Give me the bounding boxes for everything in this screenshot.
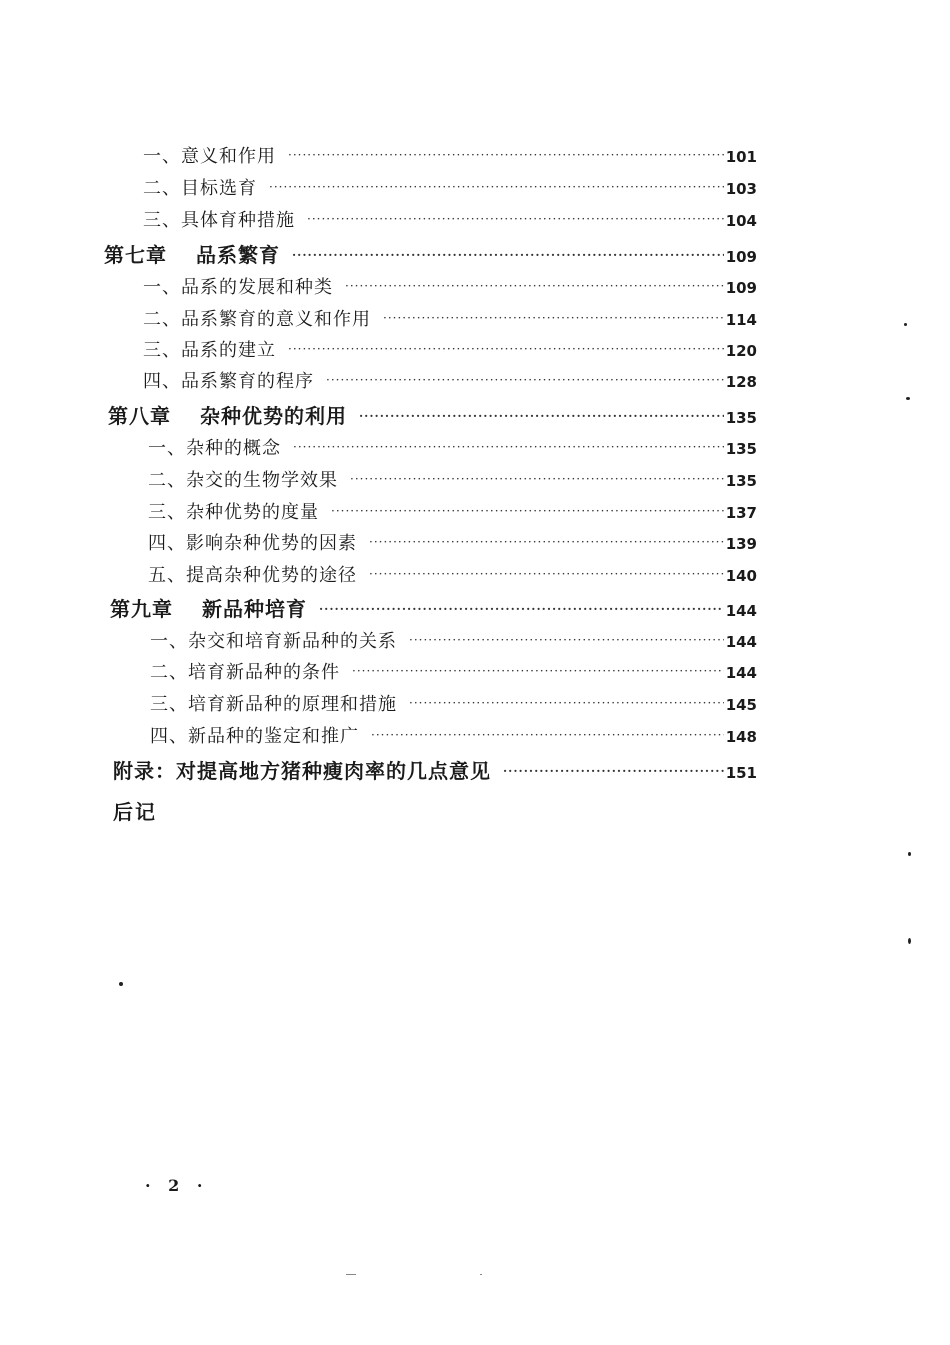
toc-entry <box>143 369 757 395</box>
toc-entry-title: 三、杂种优势的度量 <box>148 502 319 523</box>
dot-leader <box>369 529 724 555</box>
dot-leader <box>369 561 724 587</box>
toc-entry <box>148 500 757 526</box>
toc-entry-title: 一、意义和作用 <box>143 146 276 167</box>
dot-leader <box>409 627 724 653</box>
dot-leader <box>307 206 724 232</box>
scan-speck <box>904 323 907 326</box>
toc-entry-title: 四、新品种的鉴定和推广 <box>150 726 359 747</box>
toc-entry-page: 109 <box>725 279 757 297</box>
dot-leader <box>409 690 724 716</box>
scan-speck <box>906 397 910 400</box>
toc-entry <box>150 692 757 718</box>
toc-entry <box>150 660 757 686</box>
toc-entry-page: 104 <box>725 212 757 230</box>
toc-entry-title: 二、杂交的生物学效果 <box>148 470 338 491</box>
toc-entry-page: 145 <box>725 696 757 714</box>
toc-entry-title: 三、品系的建立 <box>143 340 276 361</box>
chapter-title: 杂种优势的利用 <box>200 404 347 428</box>
chapter-number: 第九章 <box>110 597 173 621</box>
dot-leader <box>292 242 724 268</box>
toc-chapter <box>108 403 757 429</box>
toc-chapter <box>104 242 757 268</box>
dot-leader <box>293 434 724 460</box>
toc-entry <box>148 563 757 589</box>
toc-entry-page: 148 <box>725 728 757 746</box>
dot-leader <box>331 498 724 524</box>
toc-entry <box>143 338 757 364</box>
dot-leader <box>319 596 724 622</box>
toc-entry <box>148 436 757 462</box>
toc-entry-page: 144 <box>725 602 757 620</box>
toc-entry-page: 135 <box>725 409 757 427</box>
chapter-title: 品系繁育 <box>196 243 280 267</box>
scan-speck <box>119 982 123 986</box>
scan-speck <box>346 1274 356 1275</box>
toc-entry-page: 135 <box>725 472 757 490</box>
chapter-number: 第八章 <box>108 404 171 428</box>
appendix-title: 附录：对提高地方猪种瘦肉率的几点意见 <box>113 759 491 783</box>
afterword-heading: 后记 <box>113 800 157 824</box>
toc-entry <box>150 724 757 750</box>
dot-leader <box>326 367 724 393</box>
toc-entry <box>143 176 757 202</box>
toc-entry-page: 103 <box>725 180 757 198</box>
toc-entry-page: 140 <box>725 567 757 585</box>
toc-entry-title: 一、杂种的概念 <box>148 438 281 459</box>
dot-leader <box>288 336 724 362</box>
dot-leader <box>288 142 724 168</box>
toc-entry-page: 120 <box>725 342 757 360</box>
dot-leader <box>383 305 724 331</box>
dot-leader <box>345 273 724 299</box>
toc-entry-title: 一、杂交和培育新品种的关系 <box>150 631 397 652</box>
dot-leader <box>359 403 724 429</box>
dot-leader <box>352 658 724 684</box>
toc-entry-title: 二、目标选育 <box>143 178 257 199</box>
chapter-title: 新品种培育 <box>202 597 307 621</box>
toc-entry-page: 144 <box>725 633 757 651</box>
toc-entry-page: 144 <box>725 664 757 682</box>
toc-entry-page: 135 <box>725 440 757 458</box>
toc-entry <box>143 307 757 333</box>
toc-entry-title: 二、品系繁育的意义和作用 <box>143 309 371 330</box>
toc-entry-page: 151 <box>725 764 757 782</box>
dot-leader <box>350 466 724 492</box>
scan-speck <box>908 938 911 944</box>
dot-leader <box>269 174 724 200</box>
toc-entry-title: 二、培育新品种的条件 <box>150 662 340 683</box>
toc-entry <box>143 144 757 170</box>
toc-entry-page: 139 <box>725 535 757 553</box>
toc-entry <box>150 629 757 655</box>
chapter-number: 第七章 <box>104 243 167 267</box>
toc-entry-page: 128 <box>725 373 757 391</box>
toc-entry <box>143 275 757 301</box>
scan-speck <box>908 852 911 856</box>
toc-entry-page: 114 <box>725 311 757 329</box>
toc-entry <box>148 468 757 494</box>
dot-leader <box>503 758 724 784</box>
toc-entry-page: 109 <box>725 248 757 266</box>
scan-speck <box>480 1274 482 1275</box>
toc-appendix <box>113 758 757 784</box>
page-number: · 2 · <box>145 1176 209 1195</box>
dot-leader <box>371 722 724 748</box>
toc-entry <box>148 531 757 557</box>
toc-entry-title: 三、具体育种措施 <box>143 210 295 231</box>
toc-entry-title: 五、提高杂种优势的途径 <box>148 565 357 586</box>
toc-entry-page: 137 <box>725 504 757 522</box>
toc-entry-title: 一、品系的发展和种类 <box>143 277 333 298</box>
toc-entry-title: 四、品系繁育的程序 <box>143 371 314 392</box>
toc-entry-title: 四、影响杂种优势的因素 <box>148 533 357 554</box>
toc-entry-page: 101 <box>725 148 757 166</box>
toc-chapter <box>110 596 757 622</box>
toc-entry-title: 三、培育新品种的原理和措施 <box>150 694 397 715</box>
toc-entry <box>143 208 757 234</box>
